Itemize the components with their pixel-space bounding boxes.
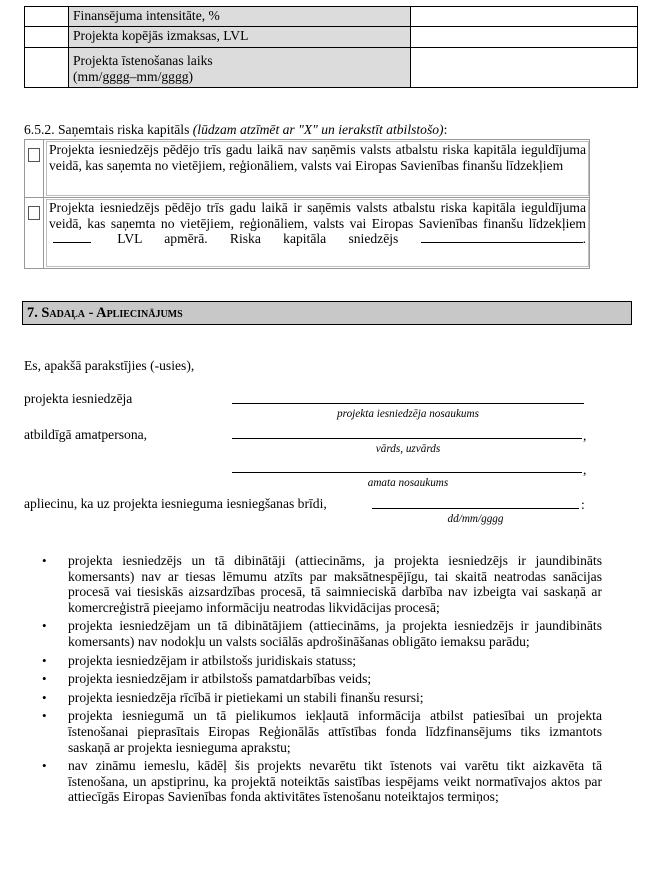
section-7-title-a: adaļa [49, 305, 85, 321]
section-7-dash: - A [84, 305, 107, 321]
position-caption: amata nosaukums [367, 477, 449, 489]
name-caption: vārds, uzvārds [375, 443, 441, 455]
section-6-5-2-note: (lūdzam atzīmēt ar "X" un ierakstīt atbilstošo) [192, 122, 444, 137]
table-cell-empty [25, 7, 69, 27]
bullet-icon: • [42, 618, 47, 634]
applicant-label: projekta iesniedzēja [24, 391, 133, 406]
official-label: atbildīgā amatpersona, [24, 427, 148, 442]
implementation-period-line1: Projekta īstenošanas laiks [73, 53, 213, 68]
funding-intensity-value[interactable] [411, 7, 638, 27]
bullet-icon: • [42, 689, 47, 705]
applicant-caption: projekta iesniedzēja nosaukums [337, 408, 479, 420]
implementation-period-label [69, 48, 411, 88]
declaration-list [24, 553, 602, 808]
bullet-icon: • [42, 671, 47, 687]
funding-intensity-label: Finansējuma intensitāte, % [69, 7, 411, 27]
table-row [25, 7, 638, 27]
option-2-text-a: Projekta iesniedzējs pēdējo trīs gadu laikā ir saņēmis valsts atbalstu riska kapitāla ieguldījuma veidā, kas saņemta no vietējiem, reģionāliem, valsts vai Eiropas Savienības finanšu līdzekļiem [49, 200, 586, 231]
option-2-text-cell [44, 198, 590, 269]
date-label: apliecinu, ka uz projekta iesnieguma iesniegšanas brīdi, [24, 496, 327, 511]
risk-amount-field[interactable] [53, 231, 91, 243]
list-item [24, 758, 602, 805]
bullet-icon: • [42, 652, 47, 668]
list-item-text: projekta iesniedzējam un tā dibinātājiem (attiecināms, ja projekta iesniedzējs ir jaundibināts komersants) nav nodokļu un valsts sociālās apdrošināšanas obligāto iemaksu parādu; [68, 618, 602, 649]
position-comma: , [583, 462, 587, 477]
section-7-header [22, 301, 632, 325]
list-item-text: projekta iesniegumā un tā pielikumos iekļautā informācija atbilst patiesībai un projekta īstenošanai pieprasītais Eiropas Reģionālās attīstības fonda līdzfinansējums tiks izmantots saskaņā ar projekta iesnieguma aprakstu; [68, 708, 602, 755]
list-item-text: projekta iesniedzējam ir atbilstošs juridiskais statuss; [68, 652, 357, 668]
official-name-field[interactable] [232, 438, 582, 439]
total-costs-label: Projekta kopējās izmaksas, LVL [69, 27, 411, 48]
bullet-icon: • [42, 553, 47, 568]
table-cell-empty [25, 48, 69, 88]
list-item-text: projekta iesniedzējs un tā dibinātāji (attiecināms, ja projekta iesniedzējs ir jaundibināts komersants) nav ar tiesas lēmumu atzīts par maksātnespējīgu, tai skaitā neatrodas sanācijas procesā vai tiesiskās aizsardzības procesā, tā saimnieciskā darbība nav izbeigta vai saskaņā ar komercreģistrā pieejamo informāciju neatrodas likvidācijas procesā; [68, 553, 602, 615]
date-colon: : [581, 497, 585, 512]
option-1-checkbox[interactable] [28, 148, 40, 162]
section-7-title-b: pliecinājums [106, 305, 183, 321]
risk-capital-options [24, 139, 590, 269]
applicant-name-field[interactable] [232, 403, 584, 404]
table-row [25, 48, 638, 88]
option-2-checkbox[interactable] [28, 206, 40, 220]
table-row [25, 27, 638, 48]
date-field[interactable] [372, 508, 579, 509]
implementation-period-value[interactable] [411, 48, 638, 88]
list-item [24, 671, 602, 687]
list-item [24, 653, 602, 669]
table-cell-empty [25, 27, 69, 48]
total-costs-value[interactable] [411, 27, 638, 48]
bullet-icon: • [42, 758, 47, 774]
section-6-5-2-colon: : [443, 122, 448, 137]
section-7-number: 7. S [27, 305, 50, 321]
option-2-text-b: LVL apmērā. Riska kapitāla sniedzējs [117, 231, 399, 247]
declaration-intro: Es, apakšā parakstījies (-usies), [24, 358, 195, 373]
list-item [24, 618, 602, 649]
section-6-5-2-title: 6.5.2. Saņemtais riska kapitāls [24, 122, 193, 137]
table-row [25, 140, 590, 198]
option-checkbox-cell [25, 198, 44, 269]
table-row [25, 198, 590, 269]
official-name-comma: , [583, 428, 587, 443]
risk-provider-field[interactable] [421, 231, 583, 243]
option-2-text [46, 199, 589, 267]
implementation-period-line2: (mm/gggg–mm/gggg) [73, 68, 194, 84]
list-item [24, 553, 602, 615]
project-summary-table [24, 6, 638, 88]
list-item [24, 708, 602, 755]
section-6-5-2-heading [24, 122, 637, 138]
option-1-text: Projekta iesniedzējs pēdējo trīs gadu laikā nav saņēmis valsts atbalstu riska kapitāla ieguldījuma veidā, kas saņemta no vietējiem, reģionāliem, valsts vai Eiropas Savienības finanšu līdzekļiem [46, 141, 589, 196]
position-field[interactable] [232, 472, 582, 473]
list-item-text: projekta iesniedzēja rīcībā ir pietiekami un stabili finanšu resursi; [68, 689, 424, 705]
list-item-text: nav zināmu iemeslu, kādēļ šis projekts nevarētu tikt īstenots vai varētu tikt aizkavēta tā īstenošana, un apstiprinu, ka projektā noteiktās saistības iespējams veikt normatīvajos aktos par attiecīgās Eiropas Savienības fonda aktivitātes īstenošanu noteiktajos termiņos; [68, 758, 602, 805]
list-item-text: projekta iesniedzējam ir atbilstošs pamatdarbības veids; [68, 671, 372, 687]
date-caption: dd/mm/gggg [447, 513, 504, 525]
option-2-text-c: . [582, 231, 586, 247]
option-1-text-cell [44, 140, 590, 198]
option-checkbox-cell [25, 140, 44, 198]
list-item [24, 690, 602, 706]
bullet-icon: • [42, 708, 47, 724]
